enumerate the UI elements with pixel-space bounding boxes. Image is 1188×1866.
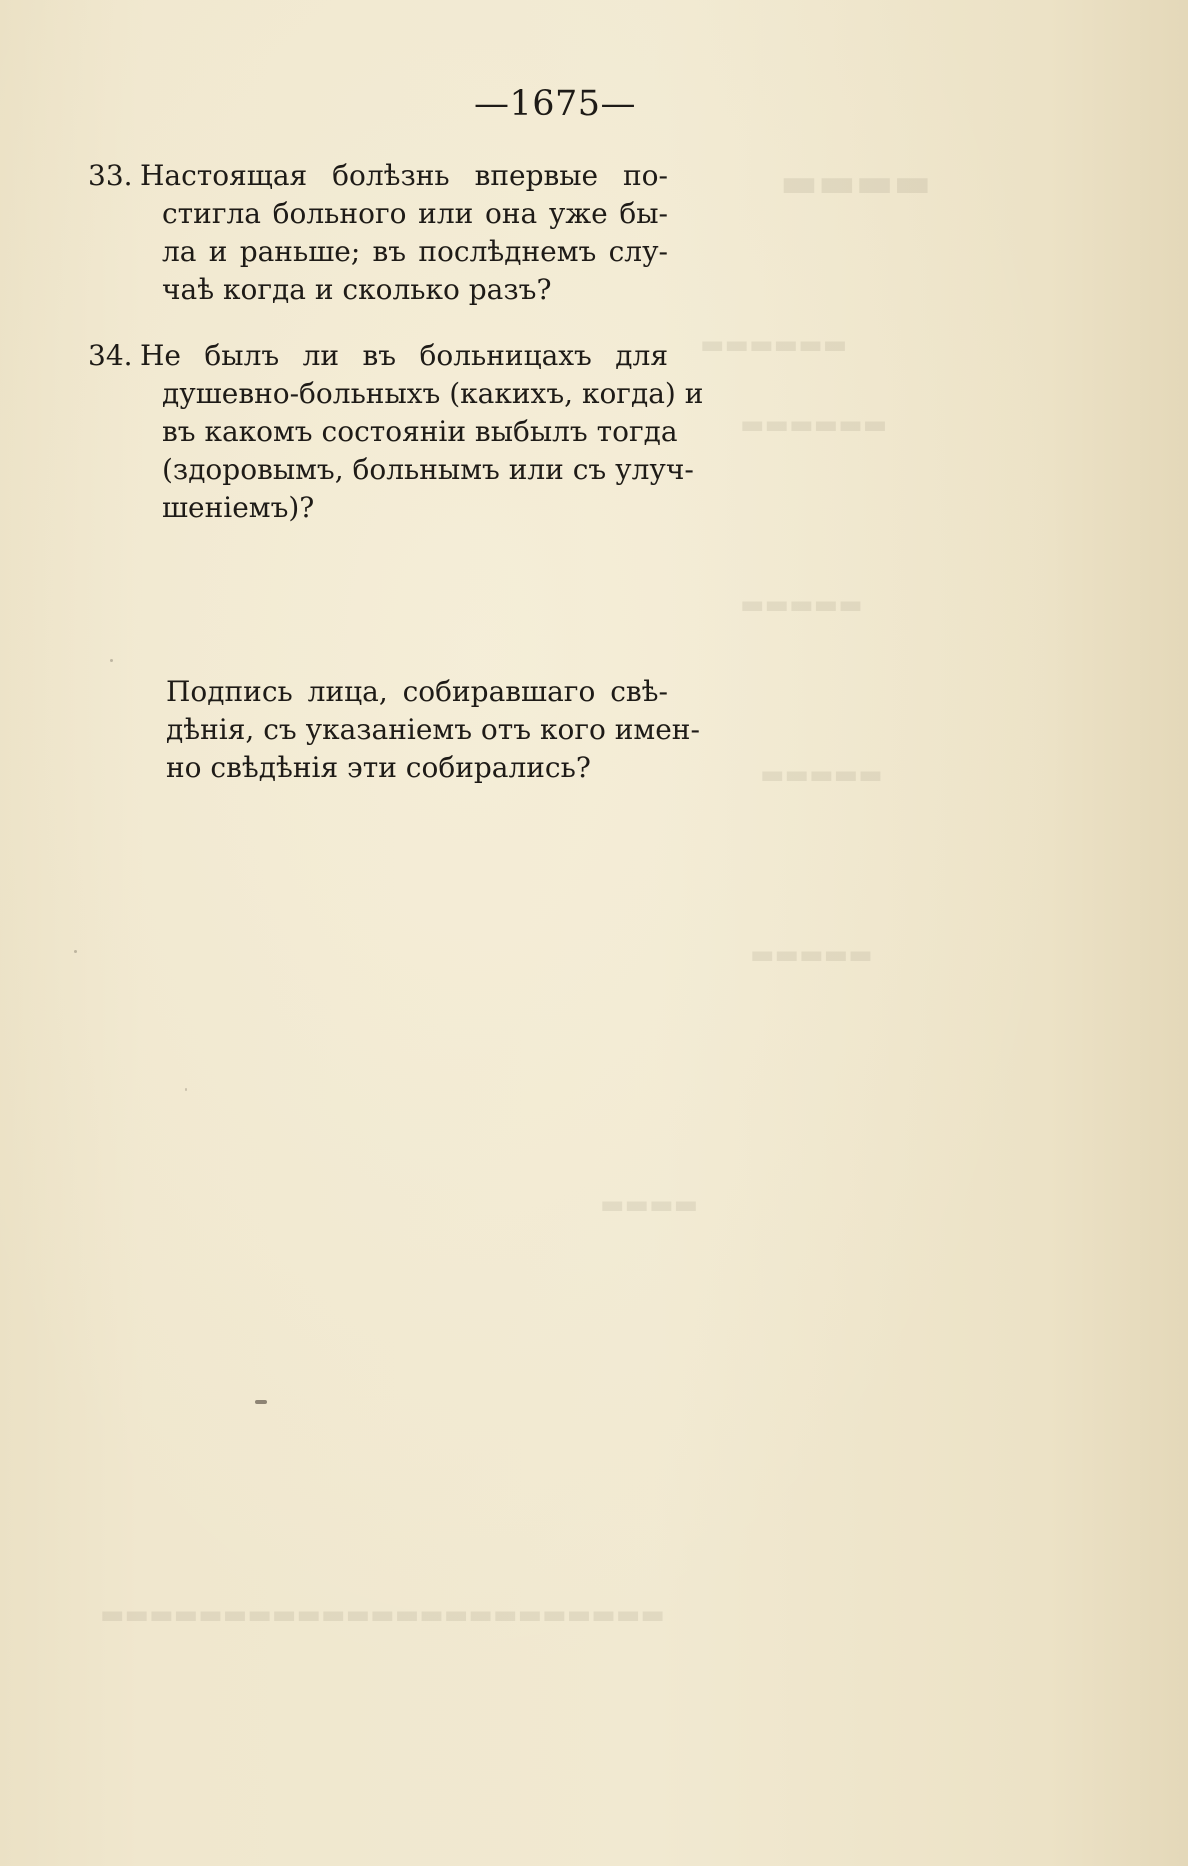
question-text [140,157,668,309]
question-line: (здоровымъ, больнымъ или съ улуч- [162,453,694,486]
question-line: Не былъ ли въ больницахъ для [140,339,668,372]
question-line: душевно-больныхъ (какихъ, когда) и [162,377,704,410]
question-number: 34. [88,339,133,372]
signature-block [166,673,700,787]
reverse-side-bleed-through: ▬▬▬▬ ▬▬▬▬▬▬ ▬▬▬▬▬▬ ▬▬▬▬▬ ▬▬▬▬▬ ▬▬▬▬▬ ▬▬▬▬ ▬▬▬▬▬▬▬▬▬▬▬▬▬▬▬▬▬▬▬▬▬▬▬ [100,160,932,1630]
ink-speck [185,1088,187,1091]
signature-line: но свѣдѣнiя эти собирались? [166,751,591,784]
question-line: чаѣ когда и сколько разъ? [162,273,552,306]
question-line: въ какомъ состоянiи выбылъ тогда [162,415,678,448]
page-number: —1675— [473,84,637,124]
question-33 [88,157,668,317]
question-line: ла и раньше; въ послѣднемъ слу- [162,235,668,268]
signature-line: Подпись лица, собиравшаго свѣ- [166,675,668,708]
ink-speck [110,659,113,662]
question-number: 33. [88,159,133,192]
signature-line: дѣнiя, съ указанiемъ отъ кого имен- [166,713,700,746]
ink-speck [255,1400,267,1404]
question-34 [88,337,704,537]
ink-speck [74,950,77,953]
question-line: шенiемъ)? [162,491,315,524]
question-text [140,337,704,527]
question-line: Настоящая болѣзнь впервые по- [140,159,668,192]
question-line: стигла больного или она уже бы- [162,197,668,230]
